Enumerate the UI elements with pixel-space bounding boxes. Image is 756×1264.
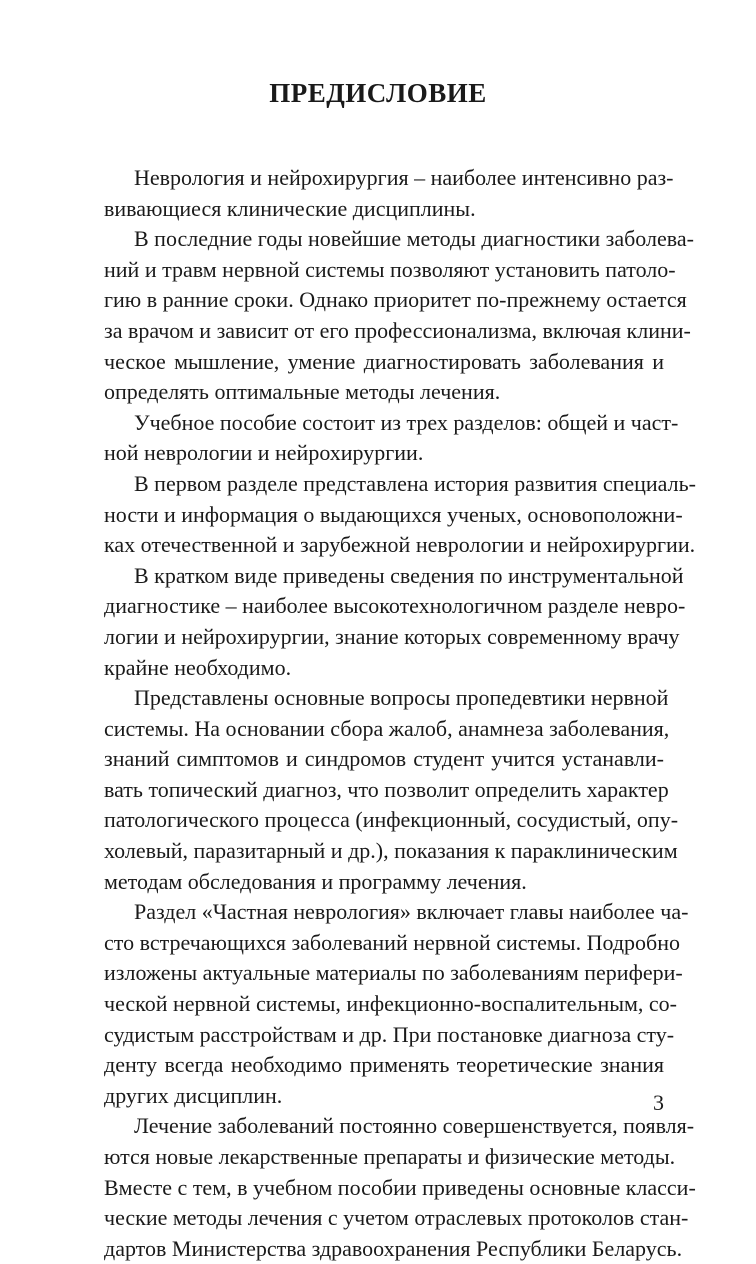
paragraph (104, 163, 674, 224)
text-line: диагностике – наиболее высокотехнологичном разделе невро- (104, 593, 686, 619)
text-line: патологического процесса (инфекционный, сосудистый, опу- (104, 807, 679, 833)
text-line: Лечение заболеваний постоянно совершенствуется, появля- (134, 1113, 695, 1139)
paragraph (104, 561, 686, 683)
text-line: В первом разделе представлена история развития специаль- (134, 470, 696, 496)
text-line: крайне необходимо. (104, 654, 292, 680)
page-title: ПРЕДИСЛОВИЕ (269, 78, 487, 108)
text-line: сто встречающихся заболеваний нервной системы. Подробно (104, 929, 680, 955)
text-line: ческие методы лечения с учетом отраслевых протоколов стан- (104, 1205, 689, 1231)
text-line: судистым расстройствам и др. При постановке диагноза сту- (104, 1021, 675, 1047)
text-line: В последние годы новейшие методы диагностики заболева- (134, 226, 694, 252)
text-line: вать топический диагноз, что позволит определить характер (104, 776, 669, 802)
text-line: системы. На основании сбора жалоб, анамнеза заболевания, (104, 715, 670, 741)
text-line: ются новые лекарственные препараты и физические методы. (104, 1144, 676, 1169)
text-line: ческой нервной системы, инфекционно-воспалительным, со- (104, 991, 678, 1017)
paragraph (104, 469, 696, 561)
text-line: за врачом и зависит от его профессионализма, включая клини- (104, 317, 691, 343)
text-line: методам обследования и программу лечения. (104, 868, 527, 894)
text-line: знаний симптомов и синдромов студент учится устанавли- (104, 746, 664, 772)
text-line: других дисциплин. (104, 1082, 283, 1108)
text-line: ной неврологии и нейрохирургии. (104, 440, 424, 466)
paragraph (104, 1111, 696, 1264)
text-line: дартов Министерства здравоохранения Республики Беларусь. (104, 1235, 683, 1261)
text-line: логии и нейрохирургии, знание которых современному врачу (104, 623, 680, 649)
text-line: ках отечественной и зарубежной неврологии и нейрохирургии. (104, 532, 696, 558)
body-text (104, 163, 696, 1264)
text-line: Учебное пособие состоит из трех разделов: общей и част- (134, 409, 679, 435)
text-line: гию в ранние сроки. Однако приоритет по-прежнему остается (104, 287, 687, 313)
text-line: ний и травм нервной системы позволяют установить патоло- (104, 256, 676, 282)
text-line: Раздел «Частная неврология» включает главы наиболее ча- (134, 899, 689, 925)
text-line: Неврология и нейрохирургия – наиболее интенсивно раз- (134, 165, 674, 190)
paragraph (104, 683, 679, 897)
text-line: холевый, паразитарный и др.), показания к параклиническим (104, 838, 678, 864)
text-line: Вместе с тем, в учебном пособии приведены основные класси- (104, 1174, 696, 1200)
page-number: 3 (653, 1090, 664, 1115)
text-line: В кратком виде приведены сведения по инструментальной (134, 562, 684, 588)
paragraph (104, 408, 679, 469)
text-line: вивающиеся клинические дисциплины. (104, 195, 476, 221)
text-line: Представлены основные вопросы пропедевтики нервной (134, 685, 669, 711)
text-line: определять оптимальные методы лечения. (104, 379, 501, 405)
text-line: изложены актуальные материалы по заболеваниям перифери- (104, 960, 683, 986)
text-line: ческое мышление, умение диагностировать заболевания и (104, 348, 664, 374)
text-line: ности и информация о выдающихся ученых, основоположни- (104, 501, 683, 527)
text-line: денту всегда необходимо применять теоретические знания (104, 1052, 664, 1078)
paragraph (104, 897, 689, 1111)
paragraph (104, 224, 694, 408)
